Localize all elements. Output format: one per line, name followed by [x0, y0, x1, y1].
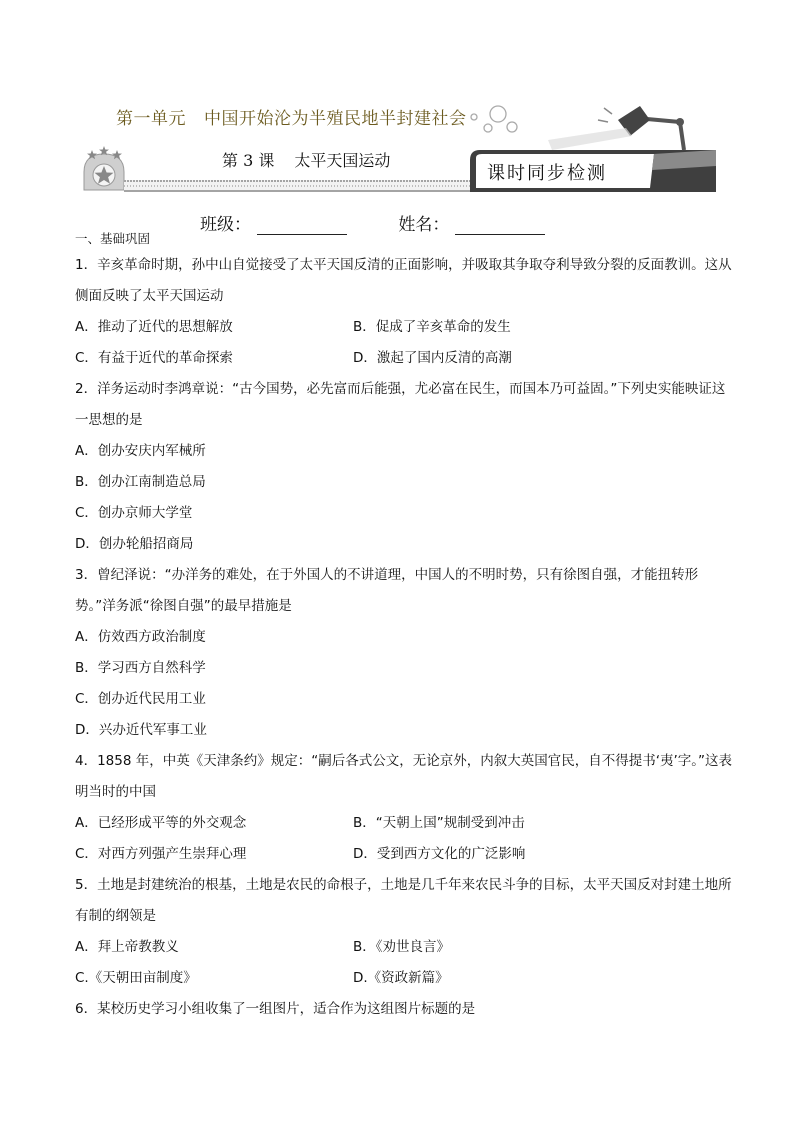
question-2	[75, 374, 735, 560]
question-text: 2．洋务运动时李鸿章说：“古今国势，必先富而后能强，尤必富在民生，而国本乃可益固。”下列史实能映证这一思想的是	[75, 381, 726, 428]
option-row	[75, 312, 735, 343]
option-c[interactable]: C．创办近代民用工业	[75, 691, 206, 707]
lesson-name: 太平天国运动	[294, 151, 391, 170]
option-b[interactable]: B．“天朝上国”规制受到冲击	[353, 815, 525, 831]
option-row	[75, 808, 735, 839]
option-row	[75, 963, 735, 994]
class-label: 班级：	[200, 215, 251, 235]
question-4	[75, 746, 735, 870]
question-1	[75, 250, 735, 374]
header-banner	[0, 0, 794, 200]
option-b[interactable]: B．《劝世良言》	[353, 939, 451, 955]
question-content	[75, 228, 735, 1025]
option-a[interactable]: A．拜上帝教教义	[75, 939, 179, 955]
option-d[interactable]: D．创办轮船招商局	[75, 536, 194, 552]
question-text: 4．1858 年，中英《天津条约》规定：“嗣后各式公文，无论京外，内叙大英国官民，自不得提书‘夷’字。”这表明当时的中国	[75, 753, 733, 800]
option-d[interactable]: D.《资政新篇》	[353, 970, 449, 986]
option-row	[75, 343, 735, 374]
lesson-title	[222, 148, 390, 171]
option-b[interactable]: B．促成了辛亥革命的发生	[353, 319, 511, 335]
name-label: 姓名：	[398, 215, 450, 235]
option-d[interactable]: D．激起了国内反清的高潮	[353, 350, 512, 366]
sync-check-label: 课时同步检测	[487, 163, 607, 184]
option-c[interactable]: C．有益于近代的革命探索	[75, 350, 233, 366]
option-c[interactable]: C．创办京师大学堂	[75, 505, 193, 521]
banner-decoration	[0, 0, 794, 200]
option-a[interactable]: A．创办安庆内军械所	[75, 443, 206, 459]
option-row	[75, 839, 735, 870]
question-text: 3．曾纪泽说：“办洋务的难处，在于外国人的不讲道理，中国人的不明时势，只有徐图自强，才能扭转形势。”洋务派“徐图自强”的最早措施是	[75, 567, 699, 614]
option-b[interactable]: B．学习西方自然科学	[75, 660, 206, 676]
option-d[interactable]: D．受到西方文化的广泛影响	[353, 846, 526, 862]
desk-lamp-icon	[548, 106, 684, 150]
option-row	[75, 932, 735, 963]
lesson-number: 第 3 课	[222, 151, 275, 170]
unit-number: 第一单元	[116, 109, 186, 129]
question-text: 1．辛亥革命时期，孙中山自觉接受了太平天国反清的正面影响，并吸取其争取夺利导致分裂的反面教训。这从侧面反映了太平天国运动	[75, 257, 732, 304]
option-c[interactable]: C．对西方列强产生崇拜心理	[75, 846, 247, 862]
option-a[interactable]: A．已经形成平等的外交观念	[75, 815, 247, 831]
question-3	[75, 560, 735, 746]
section-title: 一、基础巩固	[75, 231, 151, 246]
question-text: 6．某校历史学习小组收集了一组图片，适合作为这组图片标题的是	[75, 1001, 476, 1017]
question-text: 5．土地是封建统治的根基，土地是农民的命根子，土地是几千年来农民斗争的目标，太平天国反对封建土地所有制的纲领是	[75, 877, 732, 924]
option-b[interactable]: B．创办江南制造总局	[75, 474, 206, 490]
unit-title	[116, 104, 467, 129]
unit-name: 中国开始沦为半殖民地半封建社会	[204, 109, 467, 129]
option-c[interactable]: C.《天朝田亩制度》	[75, 970, 197, 986]
bubbles-icon	[471, 106, 517, 132]
option-d[interactable]: D．兴办近代军事工业	[75, 722, 207, 738]
question-6	[75, 994, 735, 1025]
question-5	[75, 870, 735, 994]
option-a[interactable]: A．仿效西方政治制度	[75, 629, 206, 645]
option-a[interactable]: A．推动了近代的思想解放	[75, 319, 233, 335]
star-badge-icon	[84, 146, 124, 190]
